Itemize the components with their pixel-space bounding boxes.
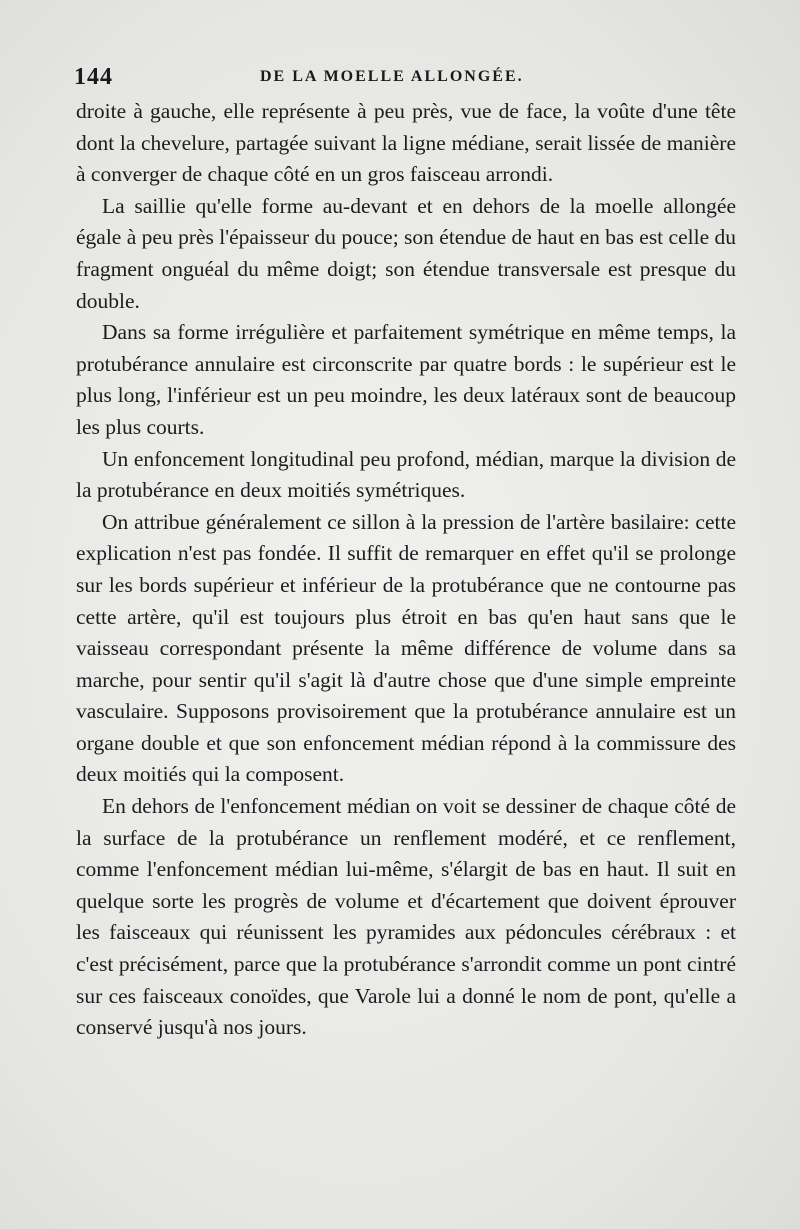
paragraph: Dans sa forme irrégulière et parfaitement symétrique en même temps, la protubérance annulaire est circonscrite par quatre bords : le supérieur est le plus long, l'inférieur est un peu moindre, les deux latéraux sont de beaucoup les plus courts.: [76, 320, 736, 439]
paragraph: La saillie qu'elle forme au-devant et en dehors de la moelle allongée égale à peu près l'épaisseur du pouce; son étendue de haut en bas est celle du fragment onguéal du même doigt; son étendue transversale est presque du double.: [76, 193, 736, 313]
body-text: [76, 96, 736, 1044]
paragraph: En dehors de l'enfoncement médian on voit se dessiner de chaque côté de la surface de la protubérance un renflement modéré, et ce renflement, comme l'enfoncement médian lui-même, s'élargit de bas en haut. Il suit en quelque sorte les progrès de volume et d'écartement que doivent éprouver les faisceaux qui réunissent les pyramides aux pédoncules cérébraux : et c'est précisément, parce que la protubérance s'arrondit comme un pont cintré sur ces faisceaux conoïdes, que Varole lui a donné le nom de pont, qu'elle a conservé jusqu'à nos jours.: [76, 794, 736, 1040]
page-header: [74, 60, 736, 96]
running-head: DE LA MOELLE ALLONGÉE.: [260, 68, 524, 85]
page-number: 144: [74, 64, 113, 90]
paragraph: On attribue généralement ce sillon à la pression de l'artère basilaire: cette explication n'est pas fondée. Il suffit de remarquer en effet qu'il se prolonge sur les bords supérieur et inférieur de la protubérance que ne contourne pas cette artère, qu'il est toujours plus étroit en bas qu'en haut sans que le vaisseau correspondant présente la même différence de volume dans sa marche, pour sentir qu'il s'agit là d'autre chose que d'une simple empreinte vasculaire. Supposons provisoirement que la protubérance annulaire est un organe double et que son enfoncement médian répond à la commissure des deux moitiés qui la composent.: [76, 509, 736, 787]
paragraph: droite à gauche, elle représente à peu près, vue de face, la voûte d'une tête dont la chevelure, partagée suivant la ligne médiane, serait lissée de manière à converger de chaque côté en un gros faisceau arrondi.: [76, 99, 736, 187]
paragraph: Un enfoncement longitudinal peu profond, médian, marque la division de la protubérance en deux moitiés symétriques.: [76, 446, 736, 503]
